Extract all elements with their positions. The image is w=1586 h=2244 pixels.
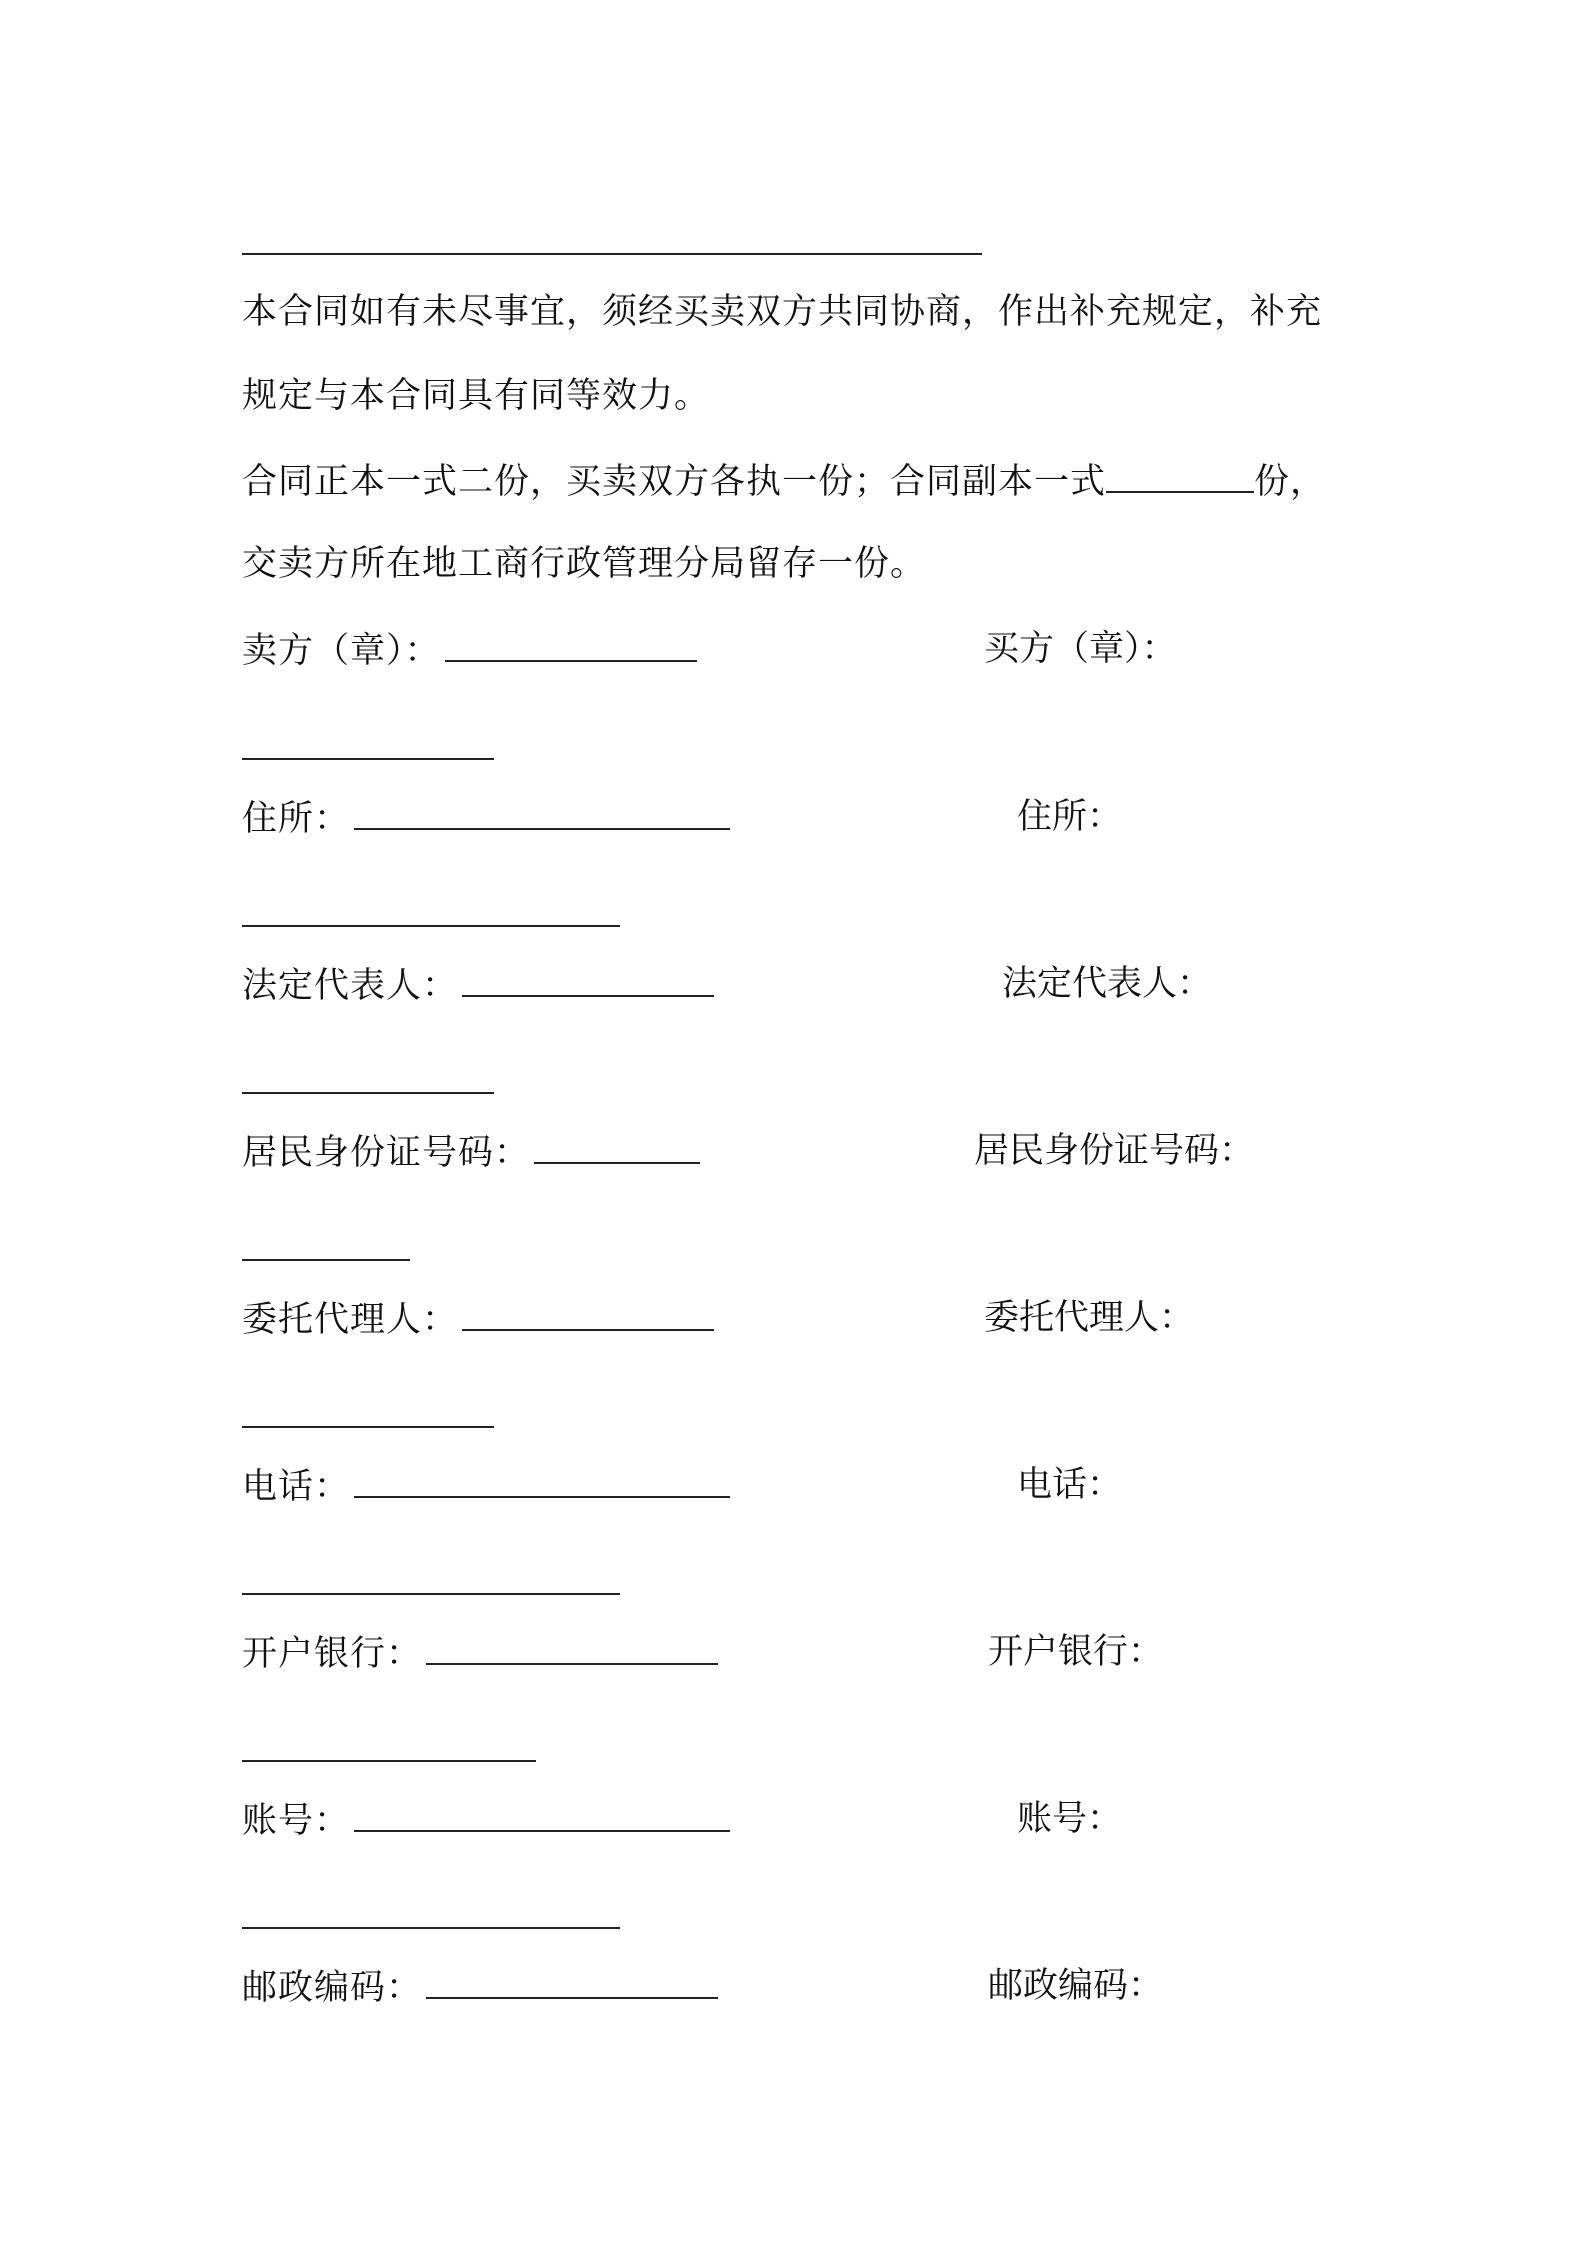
seller-bank-label: 开户银行： <box>242 1634 423 1674</box>
top-fill-line <box>242 253 982 255</box>
seller-phone-blank[interactable] <box>354 1460 730 1498</box>
seller-postcode-blank[interactable] <box>426 1961 718 1999</box>
seller-account-row <box>242 1794 730 1846</box>
seller-account-blank[interactable] <box>354 1794 730 1832</box>
seller-address-blank[interactable] <box>354 792 730 830</box>
copies-clause-suffix: 份， <box>1254 462 1327 502</box>
seller-account-label: 账号： <box>242 1801 351 1841</box>
seller-agent-row <box>242 1293 714 1345</box>
seller-address-row <box>242 792 730 844</box>
buyer-address-label: 住所： <box>1017 797 1123 837</box>
copies-clause-prefix: 合同正本一式二份，买卖双方各执一份；合同副本一式 <box>242 462 1107 502</box>
buyer-seal-label: 买方（章）： <box>984 629 1177 669</box>
seller-legal-rep-blank[interactable] <box>462 959 714 997</box>
seller-phone-row <box>242 1460 730 1512</box>
buyer-legal-rep-blank[interactable] <box>242 1092 494 1094</box>
buyer-seal-blank[interactable] <box>242 758 494 760</box>
seller-address-label: 住所： <box>242 799 351 839</box>
buyer-phone-blank[interactable] <box>242 1593 620 1595</box>
seller-id-number-row <box>242 1126 700 1178</box>
seller-agent-label: 委托代理人： <box>242 1300 459 1340</box>
seller-postcode-label: 邮政编码： <box>242 1968 423 2008</box>
supplement-clause-line-2: 规定与本合同具有同等效力。 <box>242 376 711 416</box>
seller-id-number-label: 居民身份证号码： <box>242 1133 531 1173</box>
buyer-id-number-label: 居民身份证号码： <box>974 1131 1255 1171</box>
supplement-clause-line-1: 本合同如有未尽事宜，须经买卖双方共同协商，作出补充规定，补充 <box>242 292 1323 332</box>
seller-bank-blank[interactable] <box>426 1627 718 1665</box>
seller-bank-row <box>242 1627 718 1679</box>
seller-legal-rep-label: 法定代表人： <box>242 966 459 1006</box>
buyer-bank-blank[interactable] <box>242 1760 536 1762</box>
seller-legal-rep-row <box>242 959 714 1011</box>
seller-phone-label: 电话： <box>242 1467 351 1507</box>
buyer-address-blank[interactable] <box>242 925 620 927</box>
copies-clause-line-2: 交卖方所在地工商行政管理分局留存一份。 <box>242 544 927 584</box>
buyer-account-blank[interactable] <box>242 1927 620 1929</box>
buyer-postcode-label: 邮政编码： <box>988 1966 1164 2006</box>
buyer-agent-label: 委托代理人： <box>984 1298 1195 1338</box>
buyer-agent-blank[interactable] <box>242 1426 494 1428</box>
seller-id-number-blank[interactable] <box>534 1126 700 1164</box>
seller-agent-blank[interactable] <box>462 1293 714 1331</box>
copies-clause-line-1 <box>242 455 1326 507</box>
seller-postcode-row <box>242 1961 718 2013</box>
seller-seal-row <box>242 624 697 676</box>
buyer-id-number-blank[interactable] <box>242 1259 410 1261</box>
buyer-legal-rep-label: 法定代表人： <box>1002 964 1213 1004</box>
buyer-phone-label: 电话： <box>1017 1465 1123 1505</box>
buyer-bank-label: 开户银行： <box>988 1632 1164 1672</box>
buyer-account-label: 账号： <box>1017 1799 1123 1839</box>
seller-seal-blank[interactable] <box>445 624 697 662</box>
seller-seal-label: 卖方（章）： <box>242 631 441 671</box>
copies-count-blank[interactable] <box>1106 455 1254 493</box>
